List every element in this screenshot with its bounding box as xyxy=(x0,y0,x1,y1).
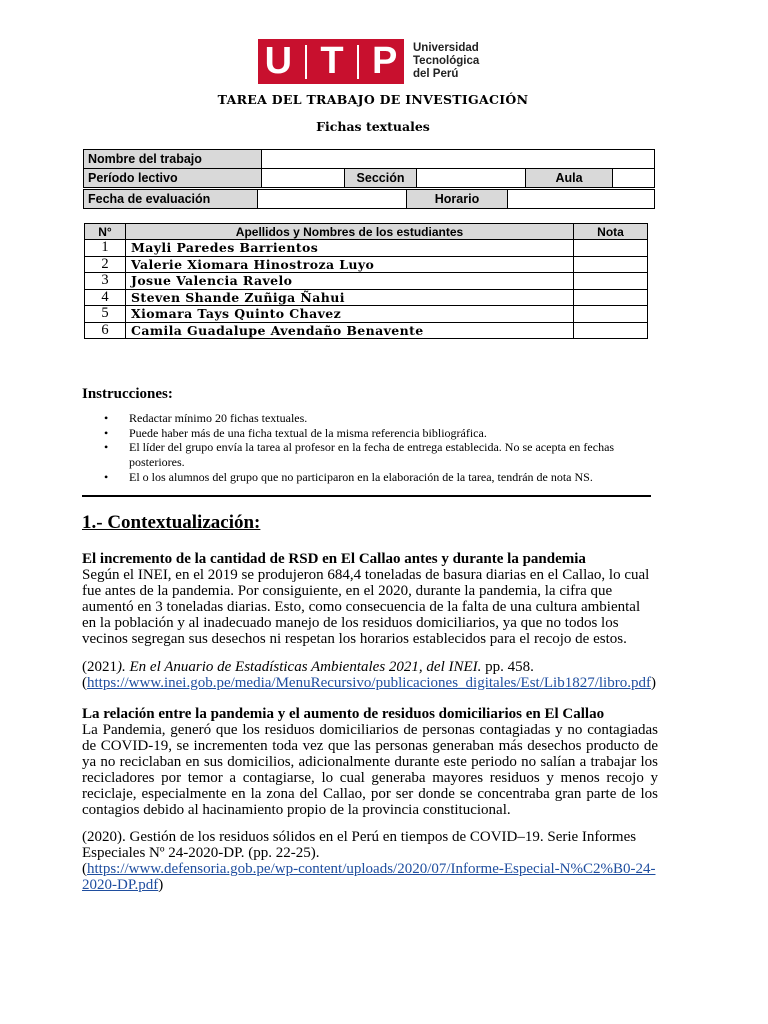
ficha2-title: La relación entre la pandemia y el aumento de residuos domiciliarios en El Callao xyxy=(82,706,605,722)
ficha1-ref-year: (2021 xyxy=(82,659,117,675)
student-name: Valerie Xiomara Hinostroza Luyo xyxy=(126,256,574,273)
table-row xyxy=(85,240,648,257)
col-grade-header: Nota xyxy=(574,224,648,240)
student-number: 2 xyxy=(85,256,126,273)
instructions-heading: Instrucciones: xyxy=(82,386,173,402)
horario-label: Horario xyxy=(407,190,508,209)
table-row xyxy=(85,273,648,290)
university-name-line3: del Perú xyxy=(413,68,459,80)
instructions-list xyxy=(82,411,662,485)
student-number: 4 xyxy=(85,289,126,306)
student-grade[interactable] xyxy=(574,273,648,290)
student-grade[interactable] xyxy=(574,289,648,306)
ficha1-ref-close: ) xyxy=(650,675,656,691)
periodo-label: Período lectivo xyxy=(84,169,262,188)
student-name: Xiomara Tays Quinto Chavez xyxy=(126,306,574,323)
nombre-label: Nombre del trabajo xyxy=(84,150,262,169)
ficha1-body: Según el INEI, en el 2019 se produjeron 684,4 toneladas de basura diarias en el Callao, lo cual fue antes de la pandemia. Por consiguiente, en el 2020, durante la pandemia, la cifra que aumentó en 3 toneladas diarias. Esto, como consecuencia de la falta de una cultura ambiental en la población y al inadecuado manejo de los residuos domiciliarios, ya que no todos los vecinos segregan sus desechos ni respetan los horarios establecidos para el recojo de estos. xyxy=(82,567,650,647)
document-subtitle: Fichas textuales xyxy=(316,119,430,134)
table-row xyxy=(85,322,648,339)
table-row xyxy=(85,256,648,273)
logo-letter-p: P xyxy=(372,40,398,82)
ficha2-ref-link[interactable]: https://www.defensoria.gob.pe/wp-content/uploads/2020/07/Informe-Especial-N%C2%B0-24-2020-DP.pdf xyxy=(82,861,656,893)
table-row xyxy=(85,289,648,306)
work-info-table xyxy=(83,149,655,188)
logo-letter-u: U xyxy=(264,40,293,82)
ficha1-reference xyxy=(82,659,658,691)
student-number: 6 xyxy=(85,322,126,339)
student-name: Camila Guadalupe Avendaño Benavente xyxy=(126,322,574,339)
list-item: • Redactar mínimo 20 fichas textuales. xyxy=(82,411,662,426)
list-item: • Puede haber más de una ficha textual de la misma referencia bibliográfica. xyxy=(82,426,662,441)
nombre-value[interactable] xyxy=(262,150,655,169)
student-name: Mayli Paredes Barrientos xyxy=(126,240,574,257)
ficha1-ref-source: ). En el Anuario de Estadísticas Ambientales 2021, del INEI. xyxy=(117,659,482,675)
col-number-header: N° xyxy=(85,224,126,240)
fecha-label: Fecha de evaluación xyxy=(84,190,258,209)
logo-divider xyxy=(357,45,359,79)
list-item: • El líder del grupo envía la tarea al profesor en la fecha de entrega establecida. No se acepta en fechas posteriores. xyxy=(82,440,662,469)
ficha2-ref-text: (2020). Gestión de los residuos sólidos en el Perú en tiempos de COVID–19. Serie Informes Especiales Nº 24-2020-DP. (pp. 22-25). xyxy=(82,829,637,861)
ficha2-body: La Pandemia, generó que los residuos domiciliarios de personas contagiadas y no contagiadas de COVID-19, se incrementen toda vez que las personas generaban más desechos producto de ya no reciclaban en sus domicilios, adicionalmente durante este periodo no salían a trabajar los recicladores por temor a contagiarse, lo cual generaba mayores residuos y menos recojo y reciclaje, especialmente en la zona del Callao, por ser donde se concentraba gran parte de los contagios debido al hacinamiento propio de la provincia constitucional. xyxy=(82,722,658,818)
student-number: 3 xyxy=(85,273,126,290)
student-name: Josue Valencia Ravelo xyxy=(126,273,574,290)
university-name xyxy=(413,42,479,81)
utp-logo xyxy=(258,39,488,84)
ficha1-ref-pages: pp. 458. xyxy=(481,659,534,675)
student-grade[interactable] xyxy=(574,322,648,339)
ficha1-ref-link[interactable]: https://www.inei.gob.pe/media/MenuRecursivo/publicaciones_digitales/Est/Lib1827/libro.pdf xyxy=(87,675,651,691)
students-table xyxy=(84,223,648,339)
aula-label: Aula xyxy=(526,169,613,188)
evaluation-info-table xyxy=(83,189,655,209)
utp-logo-mark xyxy=(258,39,404,84)
table-row xyxy=(85,306,648,323)
university-name-line1: Universidad xyxy=(413,42,479,54)
list-item: • El o los alumnos del grupo que no participaron en la elaboración de la tarea, tendrán de nota NS. xyxy=(82,470,662,485)
section-divider xyxy=(82,495,651,497)
student-number: 5 xyxy=(85,306,126,323)
ficha2-ref-close: ) xyxy=(158,877,164,893)
ficha1-title: El incremento de la cantidad de RSD en El Callao antes y durante la pandemia xyxy=(82,551,586,567)
seccion-value[interactable] xyxy=(417,169,526,188)
horario-value[interactable] xyxy=(508,190,655,209)
section-heading: 1.- Contextualización: xyxy=(82,512,261,533)
seccion-label: Sección xyxy=(345,169,417,188)
ficha2-reference xyxy=(82,829,658,893)
student-name: Steven Shande Zuñiga Ñahui xyxy=(126,289,574,306)
aula-value[interactable] xyxy=(613,169,655,188)
logo-divider xyxy=(305,45,307,79)
periodo-value[interactable] xyxy=(262,169,345,188)
ficha2-ref-open: ( xyxy=(82,861,87,877)
fecha-value[interactable] xyxy=(258,190,407,209)
logo-letter-t: T xyxy=(320,40,344,82)
col-name-header: Apellidos y Nombres de los estudiantes xyxy=(126,224,574,240)
document-title: TAREA DEL TRABAJO DE INVESTIGACIÓN xyxy=(217,92,529,107)
students-header-row xyxy=(85,224,648,240)
ficha1-ref-open: ( xyxy=(82,675,87,691)
university-name-line2: Tecnológica xyxy=(413,55,480,67)
student-grade[interactable] xyxy=(574,306,648,323)
student-grade[interactable] xyxy=(574,256,648,273)
student-grade[interactable] xyxy=(574,240,648,257)
student-number: 1 xyxy=(85,240,126,257)
